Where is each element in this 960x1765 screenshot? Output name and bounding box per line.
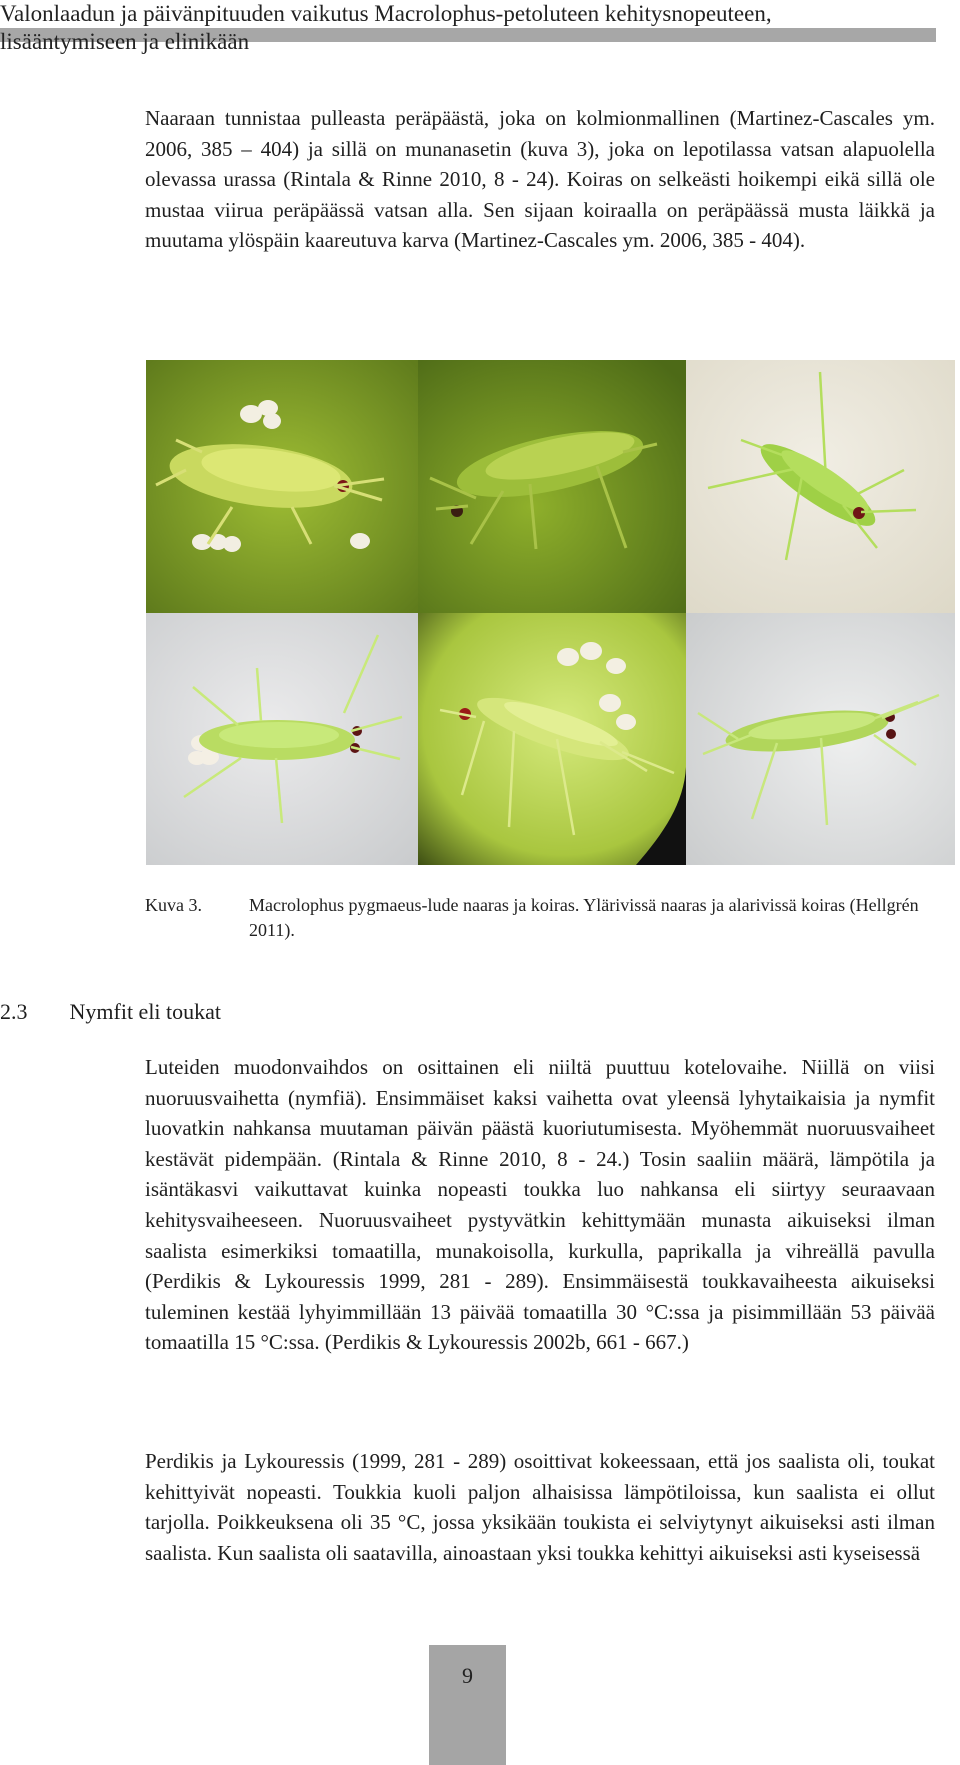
paragraph-nymph-development: Luteiden muodonvaihdos on osittainen eli niiltä puuttuu kotelovaihe. Niillä on viisi nuoruusvaihetta (nymfiä). Ensimmäiset kaksi vaihetta ovat yleensä lyhytaikaisia ja nymfit luovatkin nahkansa muutaman päivän päästä kuoriutumisesta. Myöhemmät nuoruusvaiheet kestävät pidempään. (Rintala & Rinne 2010, 8 - 24.) Tosin saaliin määrä, lämpötila ja isäntäkasvi vaikuttavat kuinka nopeasti toukka luo nahkansa eli siirtyy seuraavaan kehitysvaiheeseen. Nuoruusvaiheet pystyvätkin kehittymään munasta aikuiseksi ilman saalista esimerkiksi tomaatilla, munakoisolla, kurkulla, paprikalla ja vihreällä pavulla (Perdikis & Lykouressis 1999, 281 - 289). Ensimmäisestä toukkavaiheesta aikuiseksi tuleminen kestää lyhyimmillään 13 päivää tomaatilla 30 °C:ssa ja pisimmillään 53 päivää tomaatilla 15 °C:ssa. (Perdikis & Lykouressis 2002b, 661 - 667.)	[145, 1055, 935, 1355]
running-header	[0, 0, 936, 56]
figure-label: Kuva 3.	[145, 895, 202, 915]
header-title-line-1: Valonlaadun ja päivänpituuden vaikutus Macrolophus-petoluteen kehitysnopeuteen,	[0, 1, 772, 26]
page-number: 9	[462, 1663, 473, 1688]
paragraph-experiment-results: Perdikis ja Lykouressis (1999, 281 - 289) osoittivat kokeessaan, että jos saalista oli, toukat kehittyivät nopeasti. Toukkia kuoli paljon alhaisissa lämpötiloissa, kun saalista ei ollut tarjolla. Poikkeuksena oli 35 °C, jossa yksikään toukista ei selviytynyt aikuiseksi asti ilman saalista. Kun saalista oli saatavilla, ainoastaan yksi toukka kehittyi aikuiseksi asti kyseisessä	[145, 1449, 935, 1565]
header-title-line-2: lisääntymiseen ja elinikään	[0, 29, 250, 54]
section-heading	[0, 997, 221, 1027]
section-title: Nymfit eli toukat	[69, 999, 222, 1024]
photo-female-on-leaf-top-left	[146, 360, 418, 613]
photo-male-grey-background-bottom-left	[146, 613, 418, 865]
figure-caption: Macrolophus pygmaeus-lude naaras ja koiras. Ylärivissä naaras ja alarivissä koiras (Hellgrén 2011).	[249, 895, 919, 940]
page-number-box	[429, 1645, 506, 1765]
photo-male-grey-background-bottom-right	[686, 613, 955, 865]
section-number: 2.3	[0, 999, 28, 1024]
photo-female-on-leaf-top-middle	[418, 360, 686, 613]
photo-female-light-background-top-right	[686, 360, 955, 613]
figure-macrolophus-photos	[146, 360, 955, 865]
paragraph-female-male-identification: Naaraan tunnistaa pulleasta peräpäästä, joka on kolmionmallinen (Martinez-Cascales ym. 2006, 385 – 404) ja sillä on munanasetin (kuva 3), joka on lepotilassa vatsan alapuolella olevassa urassa (Rintala & Rinne 2010, 8 - 24). Koiras on selkeästi hoikempi eikä sillä ole mustaa viirua peräpäässä vatsan alla. Sen sijaan koiraalla on peräpäässä musta läikkä ja muutama ylöspäin kaareutuva karva (Martinez-Cascales ym. 2006, 385 - 404).	[145, 106, 935, 253]
photo-male-on-leaf-bottom-middle	[418, 613, 686, 865]
